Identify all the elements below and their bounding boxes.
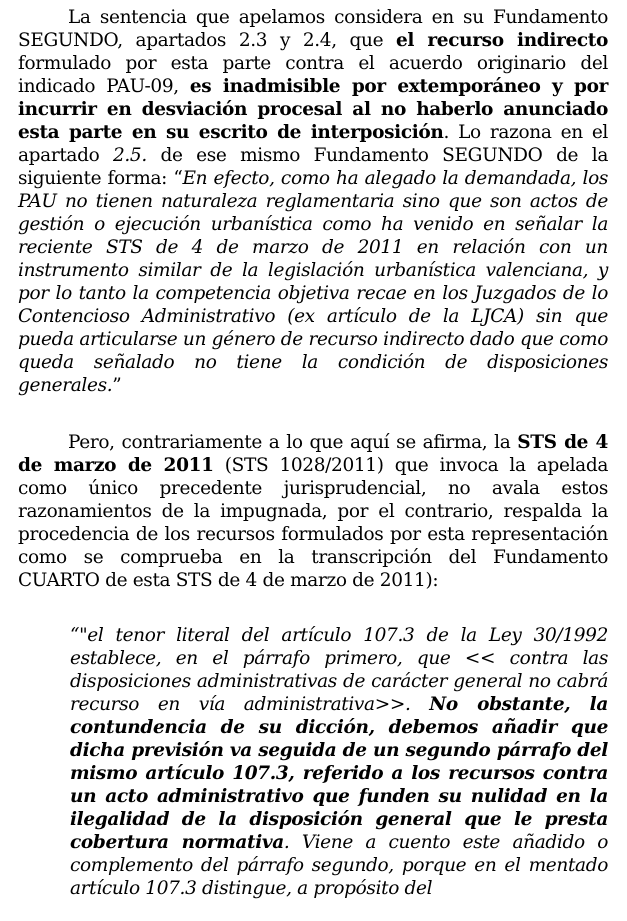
bold-italic-text-run: No obstante, la contundencia de su dicción, debemos añadir que dicha previsión va seguida de un segundo párrafo del mismo artículo 107.3, referido a los recursos contra un acto administrativo que funden su nulidad en la ilegalidad de la disposición general que le presta cobertura normativa <box>70 694 608 853</box>
block-quote <box>70 624 608 900</box>
text-run: La sentencia que apelamos considera en su Fundamento SEGUNDO, apartados 2.3 y 2.4, que <box>18 7 608 51</box>
text-run: Pero, contrariamente a lo que aquí se afirma, la <box>68 432 518 453</box>
text-run: (STS 1028/2011) que invoca la apelada como único precedente jurisprudencial, no avala estos razonamientos de la impugnada, por el contrario, respalda la procedencia de los recursos formulados por esta representación como se comprueba en la transcripción del Fundamento CUARTO de esta STS de 4 de marzo de 2011): <box>18 455 608 591</box>
bold-text-run: es inadmisible por extemporáneo y por incurrir en desviación procesal al no haberlo anunciado esta parte en su escrito de interposición <box>18 76 608 143</box>
bold-text-run: el recurso indirecto <box>395 30 608 51</box>
text-run: formulado por esta parte contra el acuerdo originario del indicado PAU-09, <box>18 53 608 97</box>
text-run: . Lo razona en el apartado <box>18 122 608 166</box>
italic-text-run: “"el tenor literal del artículo 107.3 de la Ley 30/1992 establece, en el párrafo primero, que << contra las disposiciones administrativas de carácter general no cabrá recurso en vía administrativa>>. <box>70 625 608 715</box>
text-run: ” <box>112 375 122 396</box>
bold-text-run: STS de 4 de marzo de 2011 <box>18 432 608 476</box>
italic-text-run: . Viene a cuento este añadido o complemento del párrafo segundo, porque en el mentado artículo 107.3 distingue, a propósito del <box>70 832 608 899</box>
paragraph-counter-argument <box>18 431 608 592</box>
italic-text-run: 2.5. <box>112 145 147 166</box>
text-run: de ese mismo Fundamento SEGUNDO de la siguiente forma: “ <box>18 145 608 189</box>
quoted-italic-text: En efecto, como ha alegado la demandada, los PAU no tienen naturaleza reglamentaria sino que son actos de gestión o ejecución urbanística como ha venido en señalar la reciente STS de 4 de marzo de 2011 en relación con un instrumento similar de la legislación urbanística valenciana, y por lo tanto la competencia objetiva recae en los Juzgados de lo Contencioso Administrativo (ex artículo de la LJCA) sin que pueda articularse un género de recurso indirecto dado que como queda señalado no tiene la condición de disposiciones generales. <box>18 168 608 396</box>
paragraph-sentence-reasoning <box>18 6 608 397</box>
